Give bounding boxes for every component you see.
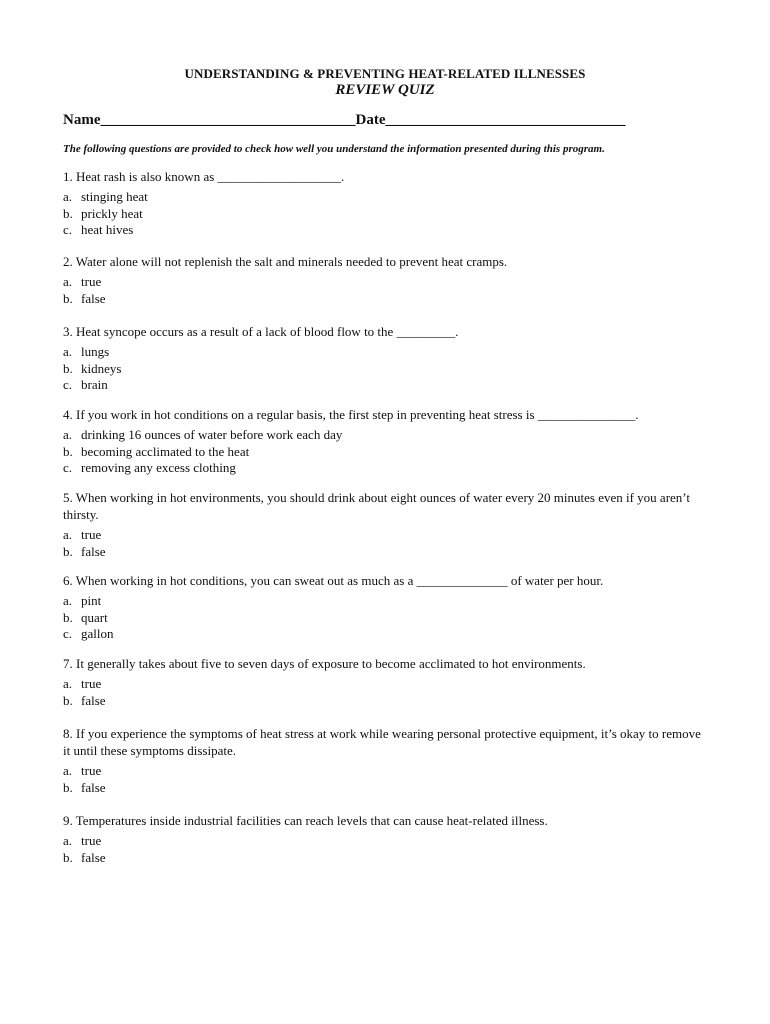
- option-letter: c.: [63, 222, 73, 237]
- option-list: [63, 274, 708, 307]
- option-list: [63, 593, 708, 643]
- option-text: false: [81, 692, 106, 708]
- option-text: true: [81, 763, 102, 778]
- option-text: heat hives: [81, 222, 134, 237]
- option-letter: a.: [63, 274, 73, 289]
- option-c: [63, 626, 708, 643]
- option-a: [63, 593, 708, 610]
- option-b: [63, 693, 708, 710]
- option-a: [63, 676, 708, 693]
- option-letter: b.: [63, 692, 73, 708]
- option-c: [63, 460, 708, 477]
- option-a: [63, 833, 708, 850]
- option-letter: b.: [63, 360, 73, 376]
- option-b: [63, 610, 708, 627]
- question-text: 8. If you experience the symptoms of heat stress at work while wearing personal protective equipment, it’s okay to remove it until these symptoms dissipate.: [63, 726, 701, 758]
- option-letter: a.: [63, 189, 73, 204]
- question-text: 6. When working in hot conditions, you can sweat out as much as a ______________ of water per hour.: [63, 573, 604, 588]
- question-text: 7. It generally takes about five to seven days of exposure to become acclimated to hot environments.: [63, 656, 586, 671]
- question-6: [63, 572, 708, 643]
- option-text: true: [81, 833, 102, 848]
- option-list: [63, 427, 708, 477]
- option-text: false: [81, 849, 106, 865]
- question-text: 9. Temperatures inside industrial facilities can reach levels that can cause heat-related illness.: [63, 813, 548, 828]
- option-b: [63, 291, 708, 308]
- option-a: [63, 274, 708, 291]
- option-c: [63, 377, 708, 394]
- option-letter: c.: [63, 460, 73, 475]
- question-text: 4. If you work in hot conditions on a regular basis, the first step in preventing heat stress is _______________.: [63, 407, 639, 422]
- question-7: [63, 655, 708, 709]
- question-text: 1. Heat rash is also known as ___________________.: [63, 169, 345, 184]
- question-8: [63, 725, 708, 796]
- option-letter: b.: [63, 609, 73, 625]
- option-list: [63, 189, 708, 239]
- question-1: [63, 168, 708, 239]
- option-text: brain: [81, 377, 108, 392]
- option-text: true: [81, 527, 102, 542]
- option-letter: b.: [63, 849, 73, 865]
- option-text: false: [81, 290, 106, 306]
- option-letter: a.: [63, 344, 73, 359]
- option-b: [63, 780, 708, 797]
- option-letter: c.: [63, 377, 73, 392]
- option-letter: b.: [63, 205, 73, 221]
- question-3: [63, 323, 708, 394]
- document-title: UNDERSTANDING & PREVENTING HEAT-RELATED ILLNESSES: [184, 66, 586, 81]
- option-letter: a.: [63, 593, 73, 608]
- option-list: [63, 676, 708, 709]
- option-a: [63, 763, 708, 780]
- option-list: [63, 344, 708, 394]
- option-letter: a.: [63, 676, 73, 691]
- option-text: true: [81, 274, 102, 289]
- option-list: [63, 763, 708, 796]
- option-letter: b.: [63, 779, 73, 795]
- question-text: 5. When working in hot environments, you should drink about eight ounces of water every 20 minutes even if you aren’t thirsty.: [63, 490, 690, 522]
- option-b: [63, 361, 708, 378]
- option-c: [63, 222, 708, 239]
- option-text: false: [81, 543, 106, 559]
- option-letter: b.: [63, 543, 73, 559]
- option-text: becoming acclimated to the heat: [81, 443, 250, 459]
- question-4: [63, 406, 708, 477]
- option-a: [63, 189, 708, 206]
- option-a: [63, 344, 708, 361]
- option-b: [63, 206, 708, 223]
- question-2: [63, 253, 708, 307]
- option-a: [63, 427, 708, 444]
- name-date-line: Name__________________________________Date________________________________: [63, 112, 626, 128]
- option-letter: a.: [63, 833, 73, 848]
- document-subtitle: REVIEW QUIZ: [335, 82, 435, 98]
- option-list: [63, 527, 708, 560]
- question-9: [63, 812, 708, 866]
- option-text: prickly heat: [81, 205, 143, 221]
- option-letter: a.: [63, 427, 73, 442]
- option-letter: c.: [63, 626, 73, 641]
- option-text: false: [81, 779, 106, 795]
- option-a: [63, 527, 708, 544]
- intro-text: The following questions are provided to check how well you understand the information presented during this program.: [63, 143, 605, 155]
- option-text: gallon: [81, 626, 114, 641]
- option-text: drinking 16 ounces of water before work each day: [81, 427, 343, 442]
- option-b: [63, 444, 708, 461]
- option-text: stinging heat: [81, 189, 148, 204]
- option-text: kidneys: [81, 360, 122, 376]
- option-letter: a.: [63, 763, 73, 778]
- option-text: pint: [81, 593, 102, 608]
- option-letter: b.: [63, 443, 73, 459]
- option-letter: a.: [63, 527, 73, 542]
- option-text: true: [81, 676, 102, 691]
- option-letter: b.: [63, 290, 73, 306]
- option-text: lungs: [81, 344, 110, 359]
- question-5: [63, 489, 708, 560]
- option-text: quart: [81, 609, 108, 625]
- option-b: [63, 850, 708, 867]
- option-list: [63, 833, 708, 866]
- option-text: removing any excess clothing: [81, 460, 236, 475]
- question-text: 3. Heat syncope occurs as a result of a lack of blood flow to the _________.: [63, 324, 459, 339]
- option-b: [63, 544, 708, 561]
- question-text: 2. Water alone will not replenish the salt and minerals needed to prevent heat cramps.: [63, 254, 508, 269]
